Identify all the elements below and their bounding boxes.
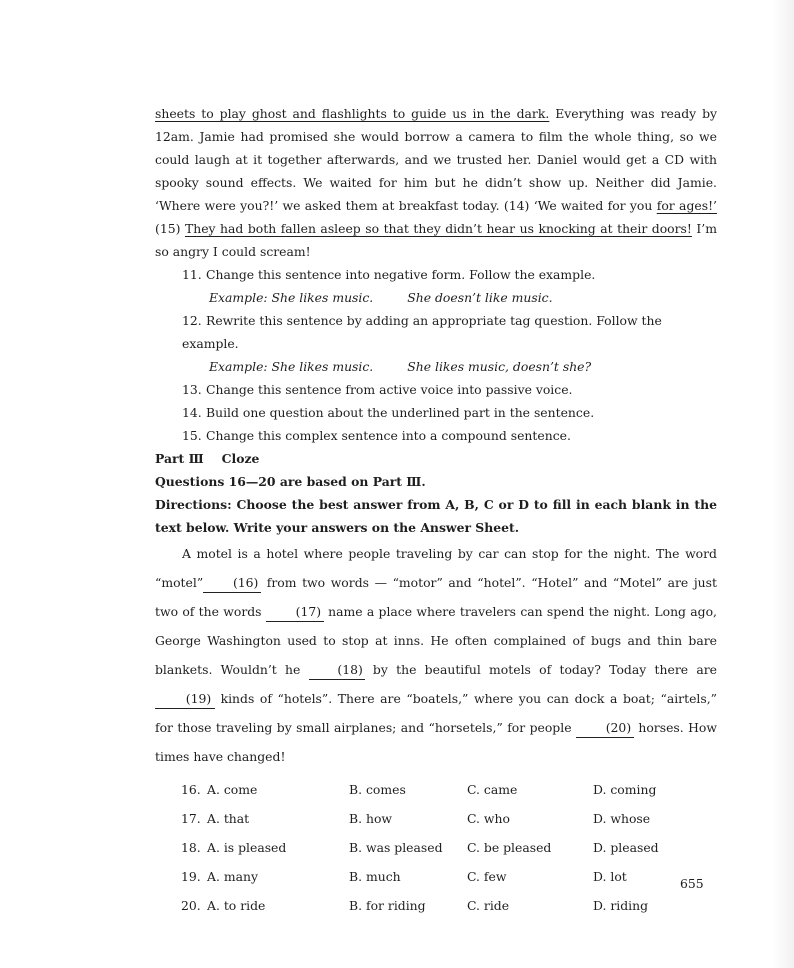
question-item: 14. Build one question about the underlined part in the sentence.	[182, 405, 595, 420]
option-row: 16. A. come B. comes C. came D. coming	[181, 782, 657, 797]
page-edge-shadow	[772, 0, 794, 968]
blank-18: (18)	[309, 661, 365, 680]
answer-options	[155, 775, 717, 920]
question-item: 15. Change this complex sentence into a compound sentence.	[182, 428, 571, 443]
question-item: 11. Change this sentence into negative form. Follow the example.	[182, 267, 596, 282]
document-page	[155, 102, 717, 920]
option-row: 19. A. many B. much C. few D. lot	[181, 869, 627, 884]
blank-16: (16)	[203, 574, 261, 593]
passage-text: sheets to play ghost and flashlights to guide us in the dark. Everything was ready by 12am. Jamie had promised she would borrow a camera to film the whole thing, so we could laugh at it together afterwards, and we trusted her. Daniel would get a CD with spooky sound effects. We waited for him but he didn’t show up. Neither did Jamie. ‘Where were you?!’ we asked them at breakfast today. (14) ‘We waited for you for ages!’ (15) They had both fallen asleep so that they didn’t hear us knocking at their doors! I’m so angry I could scream!	[155, 106, 718, 259]
option-row: 18. A. is pleased B. was pleased C. be pleased D. pleased	[181, 840, 659, 855]
section-heading: Part Ⅲ Cloze	[155, 451, 260, 466]
option-row: 20. A. to ride B. for riding C. ride D. riding	[181, 898, 649, 913]
underlined-phrase: sheets to play ghost and flashlights to guide us in the dark.	[155, 106, 550, 121]
question-list	[155, 263, 717, 447]
underlined-phrase-14: for ages!’	[656, 198, 717, 213]
questions-range: Questions 16—20 are based on Part Ⅲ.	[155, 474, 426, 489]
page-number: 655	[680, 876, 704, 891]
cloze-passage: A motel is a hotel where people traveling by car can stop for the night. The word “motel” (16) from two words — “motor” and “hotel”. “Hotel” and “Motel” are just two of the words (17) name a place where travelers can spend the night. Long ago, George Washington used to stop at inns. He often complained of bugs and thin bare blankets. Wouldn’t he (18) by the beautiful motels of today? Today there are (19) kinds of “hotels”. There are “boatels,” where you can dock a boat; “airtels,” for those traveling by small airplanes; and “horsetels,” for people (20) horses. How times have changed!	[155, 546, 717, 764]
question-item: 13. Change this sentence from active voice into passive voice.	[182, 382, 573, 397]
blank-20: (20)	[576, 719, 634, 738]
option-row: 17. A. that B. how C. who D. whose	[181, 811, 651, 826]
directions: Directions: Choose the best answer from A, B, C or D to fill in each blank in the text below. Write your answers on the Answer Sheet.	[155, 497, 717, 535]
question-item: 12. Rewrite this sentence by adding an appropriate tag question. Follow the example.	[182, 313, 662, 351]
underlined-sentence-15: They had both fallen asleep so that they didn’t hear us knocking at their doors!	[184, 221, 692, 236]
blank-19: (19)	[155, 690, 215, 709]
example-line: Example: She likes music. She doesn’t like music.	[209, 290, 553, 305]
blank-17: (17)	[266, 603, 324, 622]
example-line: Example: She likes music. She likes music, doesn’t she?	[209, 359, 592, 374]
